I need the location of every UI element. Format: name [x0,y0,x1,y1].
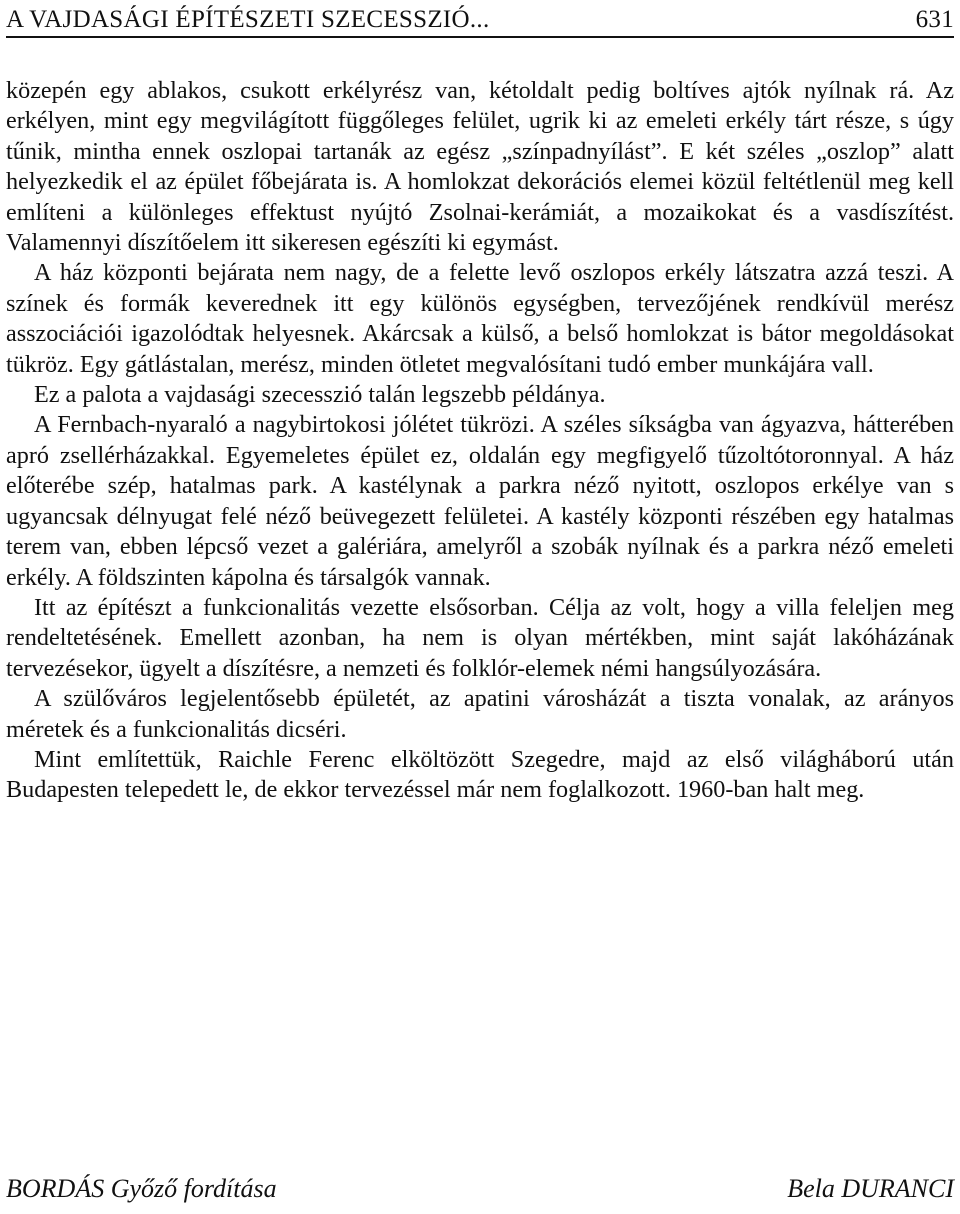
signature-line [6,1174,954,1204]
paragraph: Itt az építészt a funkcionalitás vezette elsősorban. Célja az volt, hogy a villa feleljen meg rendeltetésének. Emellett azonban, ha nem is olyan mértékben, mint saját lakóházának tervezésekor, ügyelt a díszítésre, a nemzeti és folklór-elemek némi hangsúlyozására. [6,593,954,682]
page-number: 631 [915,6,954,33]
running-head [6,4,954,38]
paragraph: Ez a palota a vajdasági szecesszió talán legszebb példánya. [34,381,606,409]
paragraph: A szülőváros legjelentősebb épületét, az apatini városházát a tiszta vonalak, az arányos méretek és a funkcionalitás dicséri. [6,685,954,743]
translator-credit: BORDÁS Győző fordítása [6,1174,277,1203]
article-body [6,76,954,806]
author-name: Bela DURANCI [787,1174,954,1203]
running-head-title: A VAJDASÁGI ÉPÍTÉSZETI SZECESSZIÓ... [6,6,490,33]
paragraph: közepén egy ablakos, csukott erkélyrész van, kétoldalt pedig boltíves ajtók nyílnak rá. Az erkélyen, mint egy megvilágított függőleges felület, ugrik ki az emeleti erkély tárt része, s úgy tűnik, mintha ennek oszlopai tartanák az egész „színpadnyílást”. E két széles „oszlop” alatt helyezkedik el az épület főbejárata is. A homlokzat dekorációs elemei közül feltétlenül meg kell említeni a különleges effektust nyújtó Zsolnai-kerámiát, a mozaikokat és a vasdíszítést. Valamennyi díszítőelem itt sikeresen egészíti ki egymást. [6,77,954,257]
paragraph: A ház központi bejárata nem nagy, de a felette levő oszlopos erkély látszatra azzá teszi. A színek és formák keverednek itt egy különös egységben, tervezőjének rendkívül merész asszociációi igazolódtak helyesnek. Akárcsak a külső, a belső homlokzat is bátor megoldásokat tükröz. Egy gátlástalan, merész, minden ötletet megvalósítani tudó ember munkájára vall. [6,259,954,378]
paragraph: A Fernbach-nyaraló a nagybirtokosi jólétet tükrözi. A széles síkságba van ágyazva, hátterében apró zsellérházakkal. Egyemeletes épület ez, oldalán egy megfigyelő tűzoltótoronnyal. A ház előterébe szép, hatalmas park. A kastélynak a parkra néző nyitott, oszlopos erkélye van s ugyancsak délnyugat felé néző beüvegezett felületei. A kastély központi részében egy hatalmas terem van, ebben lépcső vezet a galériára, amelyről a szobák nyílnak és a parkra néző emeleti erkély. A földszinten kápolna és társalgók vannak. [6,411,954,591]
paragraph: Mint említettük, Raichle Ferenc elköltözött Szegedre, majd az első világháború után Budapesten telepedett le, de ekkor tervezéssel már nem foglalkozott. 1960-ban halt meg. [6,745,954,804]
document-page [6,0,954,1214]
